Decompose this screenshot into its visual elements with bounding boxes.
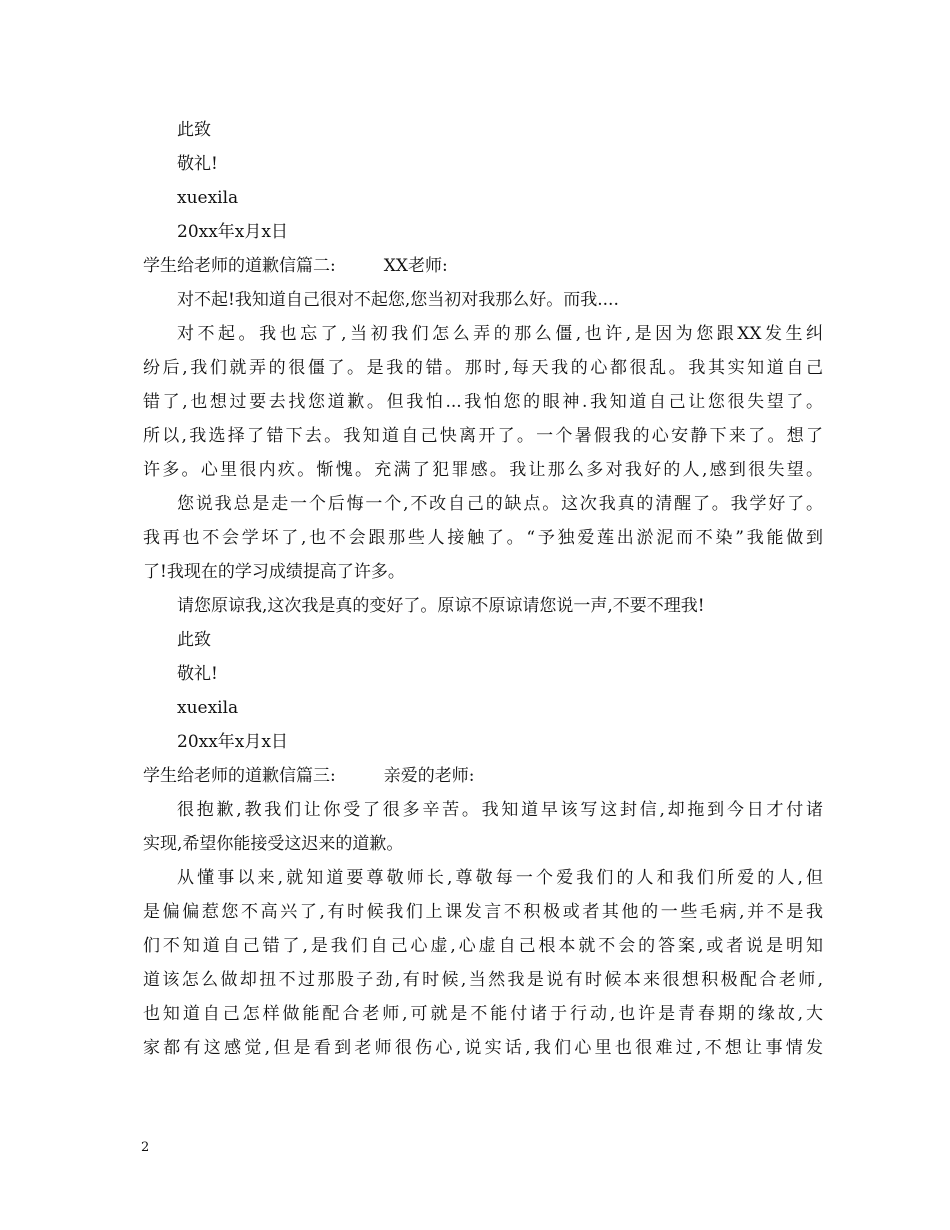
letter-salutation: XX老师: <box>383 256 448 276</box>
letter-salutation: 亲爱的老师: <box>383 766 475 786</box>
signature: xuexila <box>177 188 239 208</box>
signature: xuexila <box>177 698 239 718</box>
closing-cizhi: 此致 <box>177 120 211 140</box>
paragraph-line: 您说我总是走一个后悔一个,不改自己的缺点。这次我真的清醒了。我学好了。 <box>177 494 823 514</box>
paragraph-line: 许多。心里很内疚。惭愧。充满了犯罪感。我让那么多对我好的人,感到很失望。 <box>143 460 823 480</box>
paragraph-line: 家都有这感觉,但是看到老师很伤心,说实话,我们心里也很难过,不想让事情发 <box>143 1038 823 1058</box>
paragraph-line: 是偏偏惹您不高兴了,有时候我们上课发言不积极或者其他的一些毛病,并不是我 <box>143 902 823 922</box>
closing-cizhi: 此致 <box>177 630 211 650</box>
paragraph-line: 从懂事以来,就知道要尊敬师长,尊敬每一个爱我们的人和我们所爱的人,但 <box>177 868 823 888</box>
closing-jingli: 敬礼! <box>177 664 218 684</box>
date: 20xx年x月x日 <box>177 732 288 752</box>
paragraph-line: 错了,也想过要去找您道歉。但我怕...我怕您的眼神.我知道自己让您很失望了。 <box>143 392 823 412</box>
paragraph-line: 对不起。我也忘了,当初我们怎么弄的那么僵,也许,是因为您跟XX发生纠 <box>177 324 823 344</box>
paragraph-line: 很抱歉,教我们让你受了很多辛苦。我知道早该写这封信,却拖到今日才付诸 <box>177 800 823 820</box>
paragraph-line: 请您原谅我,这次我是真的变好了。原谅不原谅请您说一声,不要不理我! <box>177 596 705 616</box>
date: 20xx年x月x日 <box>177 222 288 242</box>
paragraph-line: 也知道自己怎样做能配合老师,可就是不能付诸于行动,也许是青春期的缘故,大 <box>143 1004 823 1024</box>
paragraph-line: 实现,希望你能接受这迟来的道歉。 <box>143 834 404 854</box>
paragraph-line: 对不起!我知道自己很对不起您,您当初对我那么好。而我.... <box>177 290 619 310</box>
letter-heading <box>143 766 823 788</box>
closing-jingli: 敬礼! <box>177 154 218 174</box>
letter-heading-title: 学生给老师的道歉信篇三: <box>143 766 336 786</box>
letter-heading-title: 学生给老师的道歉信篇二: <box>143 256 336 276</box>
paragraph-line: 所以,我选择了错下去。我知道自己快离开了。一个暑假我的心安静下来了。想了 <box>143 426 823 446</box>
paragraph-line: 们不知道自己错了,是我们自己心虚,心虚自己根本就不会的答案,或者说是明知 <box>143 936 823 956</box>
page-number: 2 <box>141 1140 150 1155</box>
paragraph-line: 了!我现在的学习成绩提高了许多。 <box>143 562 405 582</box>
paragraph-line: 道该怎么做却扭不过那股子劲,有时候,当然我是说有时候本来很想积极配合老师, <box>143 970 823 990</box>
paragraph-line: 纷后,我们就弄的很僵了。是我的错。那时,每天我的心都很乱。我其实知道自己 <box>143 358 823 378</box>
letter-heading <box>143 256 823 278</box>
paragraph-line: 我再也不会学坏了,也不会跟那些人接触了。“予独爱莲出淤泥而不染”我能做到 <box>143 528 823 548</box>
